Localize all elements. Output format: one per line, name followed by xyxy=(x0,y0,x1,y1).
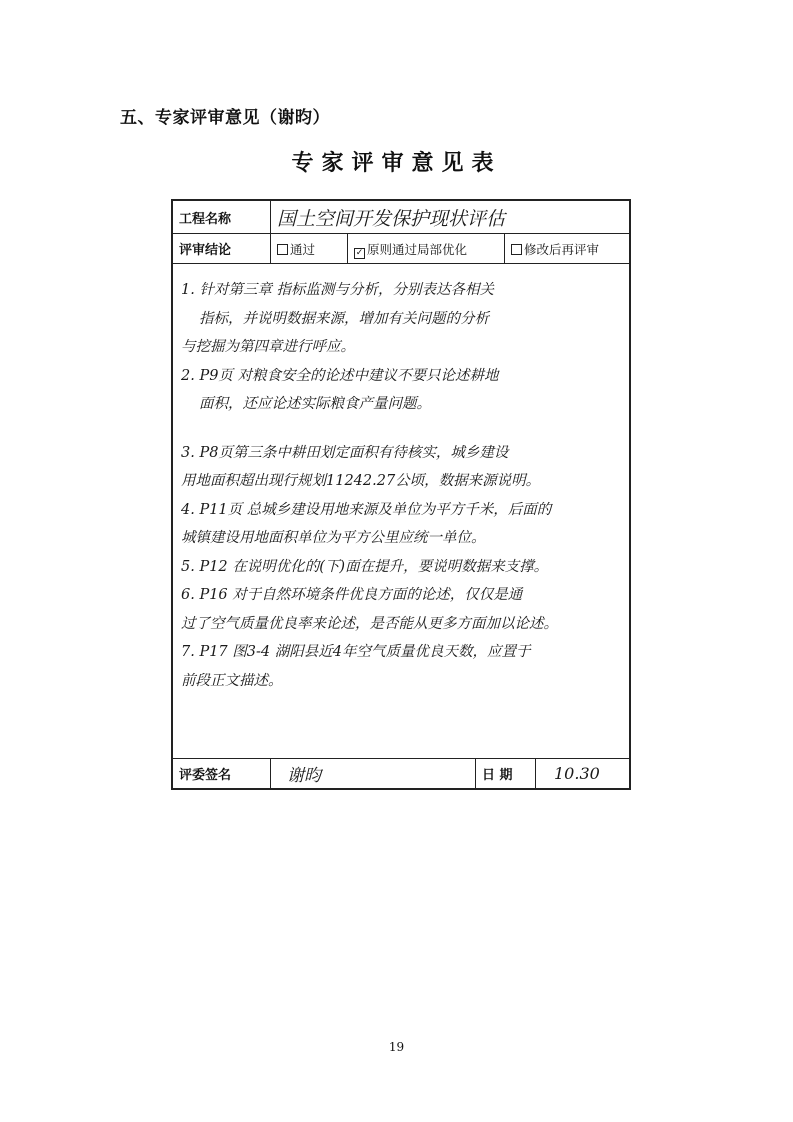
opinion-line: 城镇建设用地面积单位为平方公里应统一单位。 xyxy=(181,530,486,546)
conclusion-label: 评审结论 xyxy=(179,243,232,258)
opinion-line: 7. P17 图3-4 湖阳县近4年空气质量优良天数，应置于 xyxy=(181,644,531,660)
opinion-line: 指标，并说明数据来源，增加有关问题的分析 xyxy=(199,310,489,327)
opinion-line: 1. 针对第三章 指标监测与分析，分别表达各相关 xyxy=(181,282,495,298)
page-number: 19 xyxy=(388,1040,405,1054)
opinion-line: 6. P16 对于自然环境条件优良方面的论述，仅仅是通 xyxy=(181,587,523,603)
opinion-line: 与挖掘为第四章进行呼应。 xyxy=(181,339,355,355)
date-label-cell xyxy=(476,759,536,788)
project-name-label: 工程名称 xyxy=(179,211,232,227)
conclusion-row xyxy=(173,234,629,264)
opinion-line: 用地面积超出现行规划11242.27公顷，数据来源说明。 xyxy=(181,473,541,489)
signature-label-cell xyxy=(173,759,271,788)
option-pass-label: 通过 xyxy=(290,241,316,257)
option-pass-cell xyxy=(271,234,348,263)
option-conditional xyxy=(348,240,467,258)
option-conditional-cell xyxy=(348,234,505,263)
date-value: 10.30 xyxy=(554,764,600,783)
signature-label: 评委签名 xyxy=(179,768,232,783)
option-revise-label: 修改后再评审 xyxy=(524,241,600,257)
project-name-value: 国土空间开发保护现状评估 xyxy=(277,207,506,230)
opinion-line: 2. P9页 对粮食安全的论述中建议不要只论述耕地 xyxy=(181,367,499,384)
option-revise xyxy=(505,240,599,258)
date-label: 日 期 xyxy=(482,768,513,783)
project-name-label-cell xyxy=(173,201,271,233)
checkbox-revise-icon xyxy=(511,244,522,255)
project-name-row xyxy=(173,201,629,234)
opinion-line: 面积，还应论述实际粮食产量问题。 xyxy=(199,396,431,412)
section-heading: 五、专家评审意见（谢昀） xyxy=(120,108,330,128)
opinion-line: 5. P12 在说明优化的(下)面在提升，要说明数据来支撑。 xyxy=(181,558,549,575)
signature-row xyxy=(173,758,629,788)
conclusion-label-cell xyxy=(173,234,271,263)
opinion-line: 3. P8页第三条中耕田划定面积有待核实，城乡建设 xyxy=(181,444,509,461)
opinion-line: 过了空气质量优良率来论述，是否能从更多方面加以论述。 xyxy=(181,615,558,632)
checkbox-pass-icon xyxy=(277,244,288,255)
form-title: 专家评审意见表 xyxy=(291,151,502,176)
review-form xyxy=(171,199,631,790)
signature-value: 谢昀 xyxy=(287,766,321,786)
date-value-cell xyxy=(536,759,629,788)
opinion-body xyxy=(181,276,623,695)
opinion-line: 4. P11页 总城乡建设用地来源及单位为平方千米，后面的 xyxy=(181,501,552,518)
option-conditional-label: 原则通过局部优化 xyxy=(367,241,468,257)
opinion-line: 前段正文描述。 xyxy=(181,672,283,689)
option-pass xyxy=(271,240,315,258)
option-revise-cell xyxy=(505,234,629,263)
signature-value-cell xyxy=(271,759,476,788)
checkbox-checked-icon: ✓ xyxy=(355,247,364,258)
project-name-value-cell xyxy=(271,201,629,233)
